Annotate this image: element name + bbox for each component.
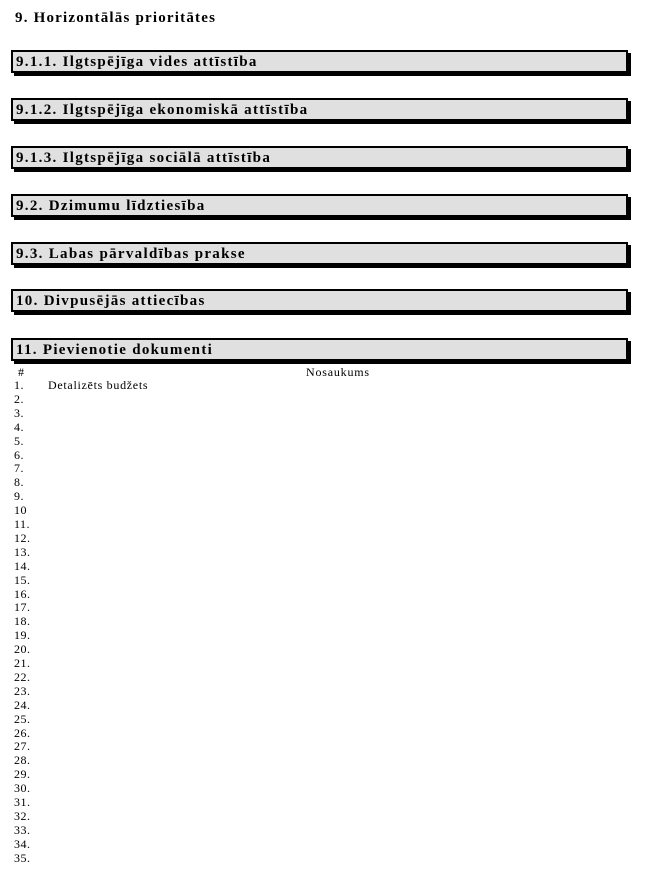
row-document-name: Detalizēts budžets (48, 378, 149, 392)
row-number: 11. (14, 517, 31, 531)
row-number: 29. (14, 767, 31, 781)
section-label: 9.1.2. Ilgtspējīga ekonomiskā attīstība (16, 102, 309, 118)
row-number: 3. (14, 406, 24, 420)
row-number: 28. (14, 753, 31, 767)
row-number: 35. (14, 851, 31, 865)
row-number: 24. (14, 698, 31, 712)
row-number: 18. (14, 614, 31, 628)
row-number: 8. (14, 475, 24, 489)
row-number: 13. (14, 545, 31, 559)
row-number: 22. (14, 670, 31, 684)
column-header-number: # (18, 365, 25, 379)
section-header-10 (11, 289, 628, 312)
row-number: 20. (14, 642, 31, 656)
row-number: 27. (14, 739, 31, 753)
row-number: 21. (14, 656, 31, 670)
row-number: 31. (14, 795, 31, 809)
row-number: 34. (14, 837, 31, 851)
column-header-name: Nosaukums (306, 365, 370, 379)
row-number: 16. (14, 587, 31, 601)
row-number: 17. (14, 600, 31, 614)
row-number: 14. (14, 559, 31, 573)
section-header-9-3 (11, 242, 628, 265)
row-number: 4. (14, 420, 24, 434)
row-number: 33. (14, 823, 31, 837)
row-number: 6. (14, 448, 24, 462)
row-number: 1. (14, 378, 24, 392)
section-label: 9.2. Dzimumu līdztiesība (16, 198, 206, 214)
row-number: 12. (14, 531, 31, 545)
row-number: 5. (14, 434, 24, 448)
row-number: 15. (14, 573, 31, 587)
section-label: 9.1.1. Ilgtspējīga vides attīstība (16, 54, 258, 70)
row-number: 2. (14, 392, 24, 406)
row-number: 32. (14, 809, 31, 823)
section-header-9-1-3 (11, 146, 628, 169)
row-number: 23. (14, 684, 31, 698)
section-label: 9.1.3. Ilgtspējīga sociālā attīstība (16, 150, 272, 166)
section-label: 11. Pievienotie dokumenti (16, 342, 214, 358)
section-header-9-2 (11, 194, 628, 217)
section-header-11 (11, 338, 628, 361)
section-header-9-1-1 (11, 50, 628, 73)
page-title: 9. Horizontālās prioritātes (15, 10, 217, 26)
row-number: 19. (14, 628, 31, 642)
row-number: 9. (14, 489, 24, 503)
row-number: 25. (14, 712, 31, 726)
section-label: 10. Divpusējās attiecības (16, 293, 206, 309)
section-label: 9.3. Labas pārvaldības prakse (16, 246, 246, 262)
row-number: 30. (14, 781, 31, 795)
row-number: 7. (14, 461, 24, 475)
row-number: 10 (14, 503, 27, 517)
section-header-9-1-2 (11, 98, 628, 121)
row-number: 26. (14, 726, 31, 740)
